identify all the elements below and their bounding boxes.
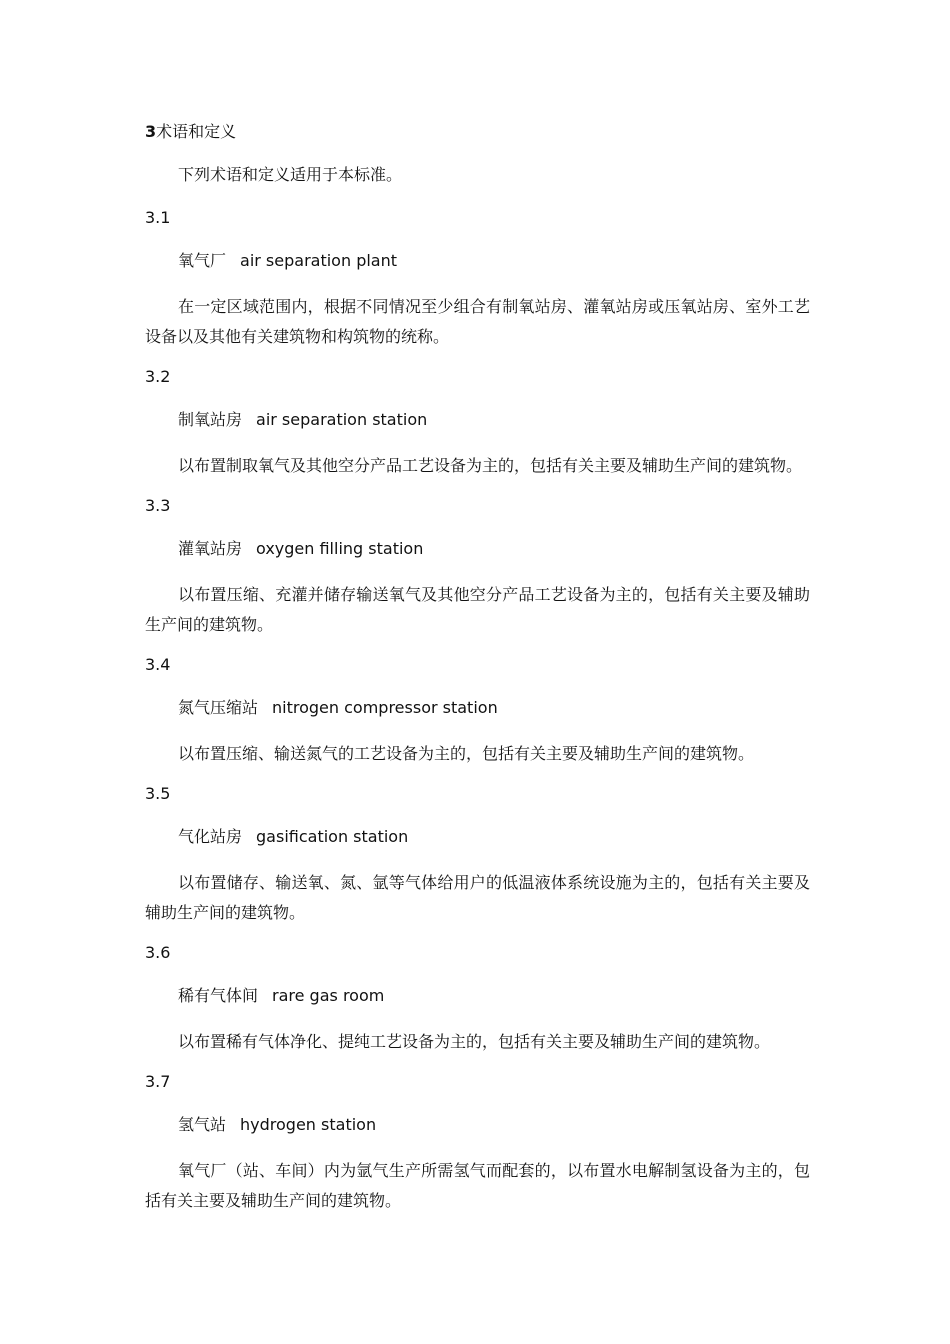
section-title: 术语和定义 [156,122,237,141]
term-name-en: nitrogen compressor station [272,698,498,717]
term-entry [145,365,810,481]
term-definition: 以布置稀有气体净化、提纯工艺设备为主的，包括有关主要及辅助生产间的建筑物。 [178,1032,771,1051]
term-name-zh: 稀有气体间 [178,986,259,1005]
term-name [145,537,810,561]
term-definition: 在一定区域范围内，根据不同情况至少组合有制氧站房、灌氧站房或压氧站房、室外工艺设备以及其他有关建筑物和构筑物的统称。 [145,297,810,346]
term-name-zh: 灌氧站房 [178,539,243,558]
term-entry [145,206,810,352]
term-definition: 以布置压缩、充灌并储存输送氧气及其他空分产品工艺设备为主的，包括有关主要及辅助生产间的建筑物。 [145,585,810,634]
term-number: 3.3 [145,496,171,515]
term-entry [145,653,810,769]
term-name-en: air separation station [256,410,428,429]
term-definition: 以布置储存、输送氧、氮、氩等气体给用户的低温液体系统设施为主的，包括有关主要及辅助生产间的建筑物。 [145,873,810,922]
term-name [145,984,810,1008]
section-heading [145,120,810,144]
term-entry [145,494,810,640]
term-definition: 氧气厂（站、车间）内为氩气生产所需氢气而配套的，以布置水电解制氢设备为主的，包括有关主要及辅助生产间的建筑物。 [145,1161,810,1210]
term-name [145,1113,810,1137]
term-number: 3.5 [145,784,171,803]
section-intro: 下列术语和定义适用于本标准。 [178,165,403,184]
term-name-zh: 制氧站房 [178,410,243,429]
document-page [145,120,810,1229]
term-entry [145,1070,810,1216]
term-number: 3.1 [145,208,171,227]
term-name [145,825,810,849]
term-definition: 以布置压缩、输送氮气的工艺设备为主的，包括有关主要及辅助生产间的建筑物。 [178,744,755,763]
term-name [145,408,810,432]
term-name-en: hydrogen station [240,1115,377,1134]
term-name-zh: 气化站房 [178,827,243,846]
term-entry [145,941,810,1057]
term-name [145,249,810,273]
term-name-zh: 氮气压缩站 [178,698,259,717]
term-entry [145,782,810,928]
term-name-zh: 氢气站 [178,1115,227,1134]
term-name-en: oxygen filling station [256,539,424,558]
term-number: 3.4 [145,655,171,674]
term-number: 3.7 [145,1072,171,1091]
term-definition: 以布置制取氧气及其他空分产品工艺设备为主的，包括有关主要及辅助生产间的建筑物。 [178,456,803,475]
term-name [145,696,810,720]
term-number: 3.2 [145,367,171,386]
term-name-zh: 氧气厂 [178,251,227,270]
term-name-en: air separation plant [240,251,398,270]
term-number: 3.6 [145,943,171,962]
term-name-en: rare gas room [272,986,385,1005]
term-name-en: gasification station [256,827,409,846]
section-number: 3 [145,122,157,141]
